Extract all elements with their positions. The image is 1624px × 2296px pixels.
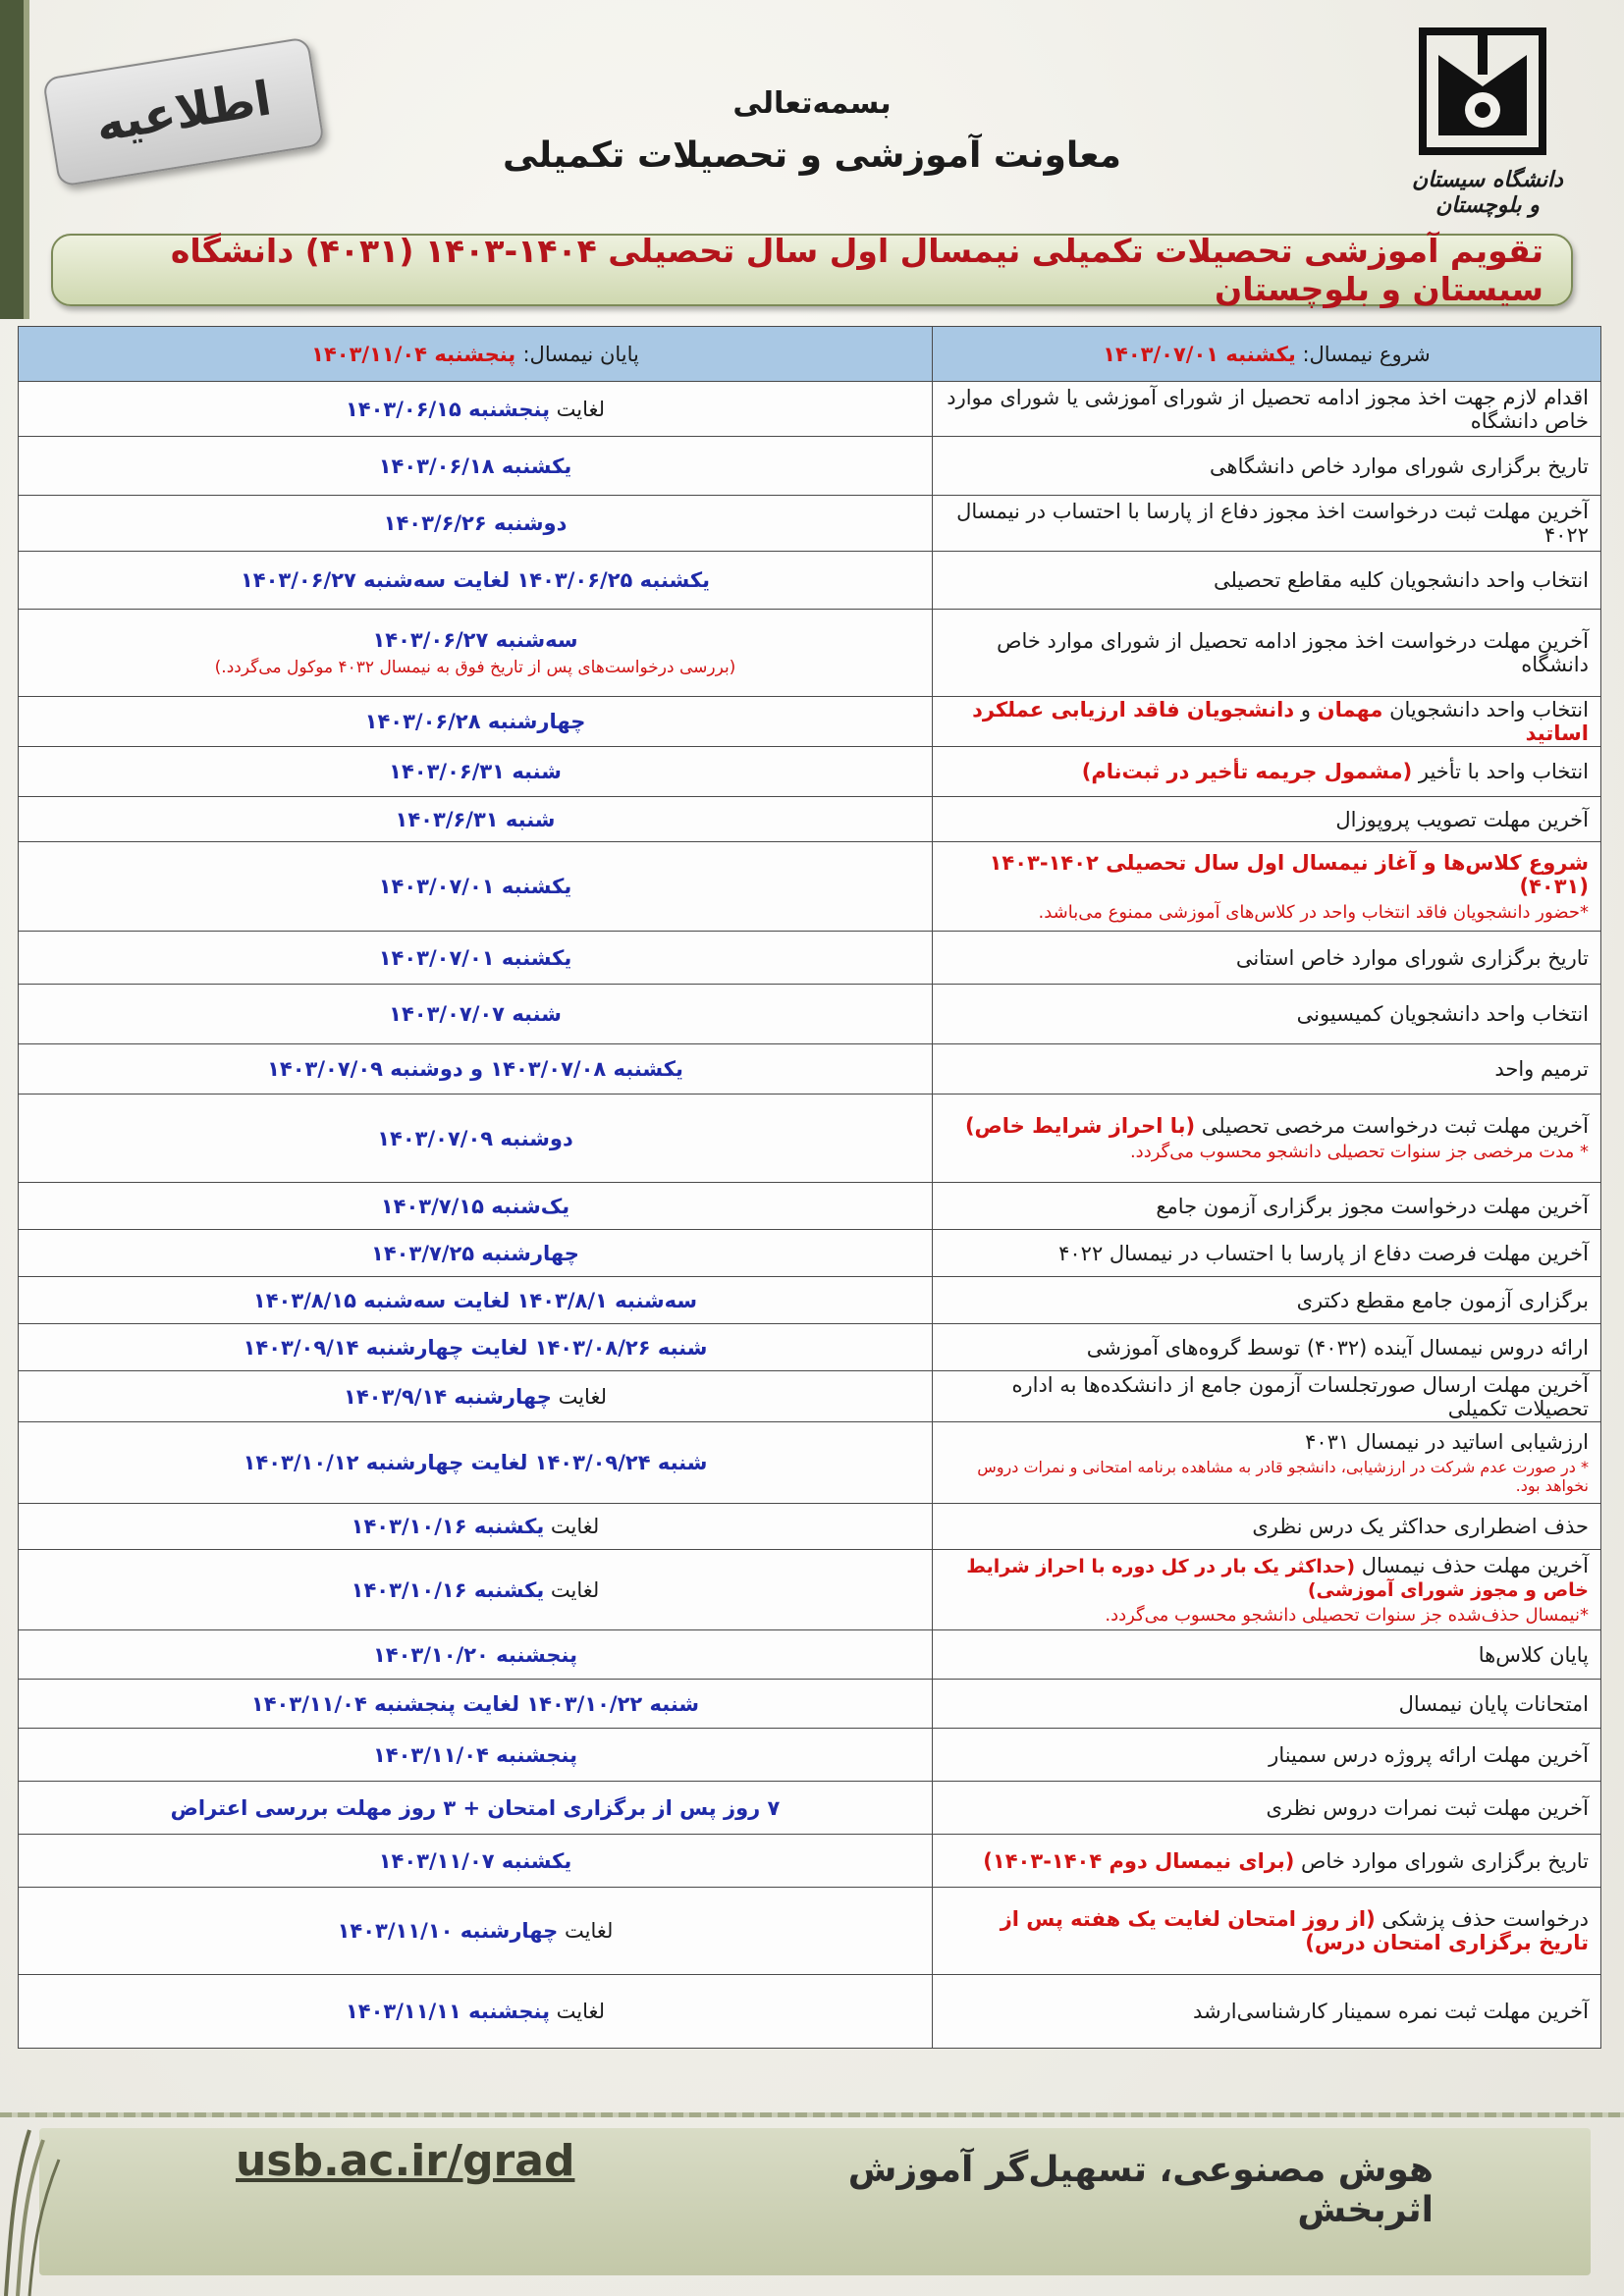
table-row — [19, 437, 1601, 496]
event-text: تاریخ برگزاری شورای موارد خاص — [1294, 1848, 1589, 1873]
university-logo-text: دانشگاه سیستان و بلوچستان — [1412, 167, 1563, 218]
event-highlight: (برای نیمسال دوم ۱۴۰۴-۱۴۰۳) — [983, 1848, 1295, 1873]
table-row — [19, 1504, 1601, 1550]
semester-start-label: شروع نیمسال: — [1302, 342, 1431, 366]
event-text: انتخاب واحد با تأخیر — [1412, 760, 1589, 783]
table-row — [19, 1680, 1601, 1729]
date-cell: شنبه ۱۴۰۳/۰۸/۲۶ لغایت چهارشنبه ۱۴۰۳/۰۹/۱۴ — [19, 1324, 933, 1371]
table-row — [19, 1782, 1601, 1835]
event-cell: آخرین مهلت ثبت درخواست اخذ مجوز دفاع از پارسا با احتساب در نیمسال ۴۰۲۲ — [933, 496, 1601, 552]
date-cell: یکشنبه ۱۴۰۳/۰۷/۰۱ — [19, 842, 933, 932]
date-cell: شنبه ۱۴۰۳/۰۹/۲۴ لغایت چهارشنبه ۱۴۰۳/۱۰/۱۲ — [19, 1422, 933, 1504]
semester-end-cell — [19, 327, 933, 382]
date-prefix: لغایت — [549, 397, 606, 421]
event-cell: آخرین مهلت ثبت نمرات دروس نظری — [933, 1782, 1601, 1835]
event-cell: اقدام لازم جهت اخذ مجوز ادامه تحصیل از شورای آموزشی یا شورای موارد خاص دانشگاه — [933, 382, 1601, 437]
event-cell — [933, 842, 1601, 932]
date-value: یکشنبه ۱۴۰۳/۱۰/۱۶ — [351, 1515, 545, 1538]
date-cell: پنجشنبه ۱۴۰۳/۱۱/۰۴ — [19, 1729, 933, 1782]
academic-calendar-table — [18, 326, 1601, 2049]
graduate-site-link[interactable]: usb.ac.ir/grad — [236, 2136, 575, 2186]
date-cell: شنبه ۱۴۰۳/۰۷/۰۷ — [19, 985, 933, 1044]
date-cell: شنبه ۱۴۰۳/۶/۳۱ — [19, 797, 933, 842]
date-cell — [19, 1888, 933, 1975]
date-cell: یکشنبه ۱۴۰۳/۰۷/۰۱ — [19, 932, 933, 985]
date-cell — [19, 1550, 933, 1630]
event-note: *نیمسال حذف‌شده جز سنوات تحصیلی دانشجو محسوب می‌گردد. — [1105, 1605, 1589, 1626]
semester-start-cell — [933, 327, 1601, 382]
date-prefix: لغایت — [544, 1515, 600, 1538]
event-cell: ترمیم واحد — [933, 1044, 1601, 1095]
event-cell — [933, 1835, 1601, 1888]
event-cell — [933, 1422, 1601, 1504]
event-cell — [933, 1550, 1601, 1630]
date-cell — [19, 610, 933, 697]
date-value: چهارشنبه ۱۴۰۳/۱۱/۱۰ — [337, 1919, 559, 1943]
event-cell: انتخاب واحد دانشجویان کلیه مقاطع تحصیلی — [933, 552, 1601, 610]
date-value: پنجشنبه ۱۴۰۳/۰۶/۱۵ — [345, 397, 550, 421]
semester-end-date: پنجشنبه ۱۴۰۳/۱۱/۰۴ — [311, 342, 516, 366]
table-row — [19, 1277, 1601, 1324]
date-cell: شنبه ۱۴۰۳/۱۰/۲۲ لغایت پنجشنبه ۱۴۰۳/۱۱/۰۴ — [19, 1680, 933, 1729]
table-row — [19, 697, 1601, 747]
table-row — [19, 1230, 1601, 1277]
table-row — [19, 1835, 1601, 1888]
event-cell — [933, 697, 1601, 747]
table-row — [19, 985, 1601, 1044]
event-cell: آخرین مهلت تصویب پروپوزال — [933, 797, 1601, 842]
event-cell: تاریخ برگزاری شورای موارد خاص دانشگاهی — [933, 437, 1601, 496]
date-prefix: لغایت — [544, 1577, 600, 1602]
date-cell: چهارشنبه ۱۴۰۳/۷/۲۵ — [19, 1230, 933, 1277]
university-logo-icon — [1419, 27, 1546, 155]
date-cell — [19, 382, 933, 437]
event-highlight: (با احراز شرایط خاص) — [964, 1114, 1196, 1138]
date-cell — [19, 1371, 933, 1422]
table-row — [19, 1550, 1601, 1630]
date-note: (بررسی درخواست‌های پس از تاریخ فوق به نیمسال ۴۰۳۲ موکول می‌گردد.) — [214, 658, 736, 677]
event-cell — [933, 1095, 1601, 1183]
table-row — [19, 842, 1601, 932]
date-cell: یکشنبه ۱۴۰۳/۰۶/۲۵ لغایت سه‌شنبه ۱۴۰۳/۰۶/۲۷ — [19, 552, 933, 610]
table-row — [19, 1183, 1601, 1230]
table-row — [19, 1975, 1601, 2049]
table-row — [19, 1095, 1601, 1183]
table-row — [19, 1630, 1601, 1680]
table-row — [19, 747, 1601, 797]
event-cell: آخرین مهلت فرصت دفاع از پارسا با احتساب در نیمسال ۴۰۲۲ — [933, 1230, 1601, 1277]
deputy-subtitle: معاونت آموزشی و تحصیلات تکمیلی — [503, 135, 1121, 176]
table-header-row — [19, 327, 1601, 382]
table-row — [19, 1324, 1601, 1371]
event-text: آخرین مهلت ثبت درخواست مرخصی تحصیلی — [1195, 1114, 1589, 1138]
notice-label: اطلاعیه — [42, 36, 325, 187]
event-text: و — [1294, 698, 1318, 721]
event-highlight: (مشمول جریمه تأخیر در ثبت‌نام) — [1081, 760, 1413, 783]
calendar-title: تقویم آموزشی تحصیلات تکمیلی نیمسال اول سال تحصیلی ۱۴۰۴-۱۴۰۳ (۴۰۳۱) دانشگاه سیستان و بلوچستان — [170, 232, 1543, 308]
event-cell — [933, 747, 1601, 797]
date-value: پنجشنبه ۱۴۰۳/۱۱/۱۱ — [345, 2000, 550, 2023]
date-cell: پنجشنبه ۱۴۰۳/۱۰/۲۰ — [19, 1630, 933, 1680]
event-highlight: (حداکثر یک بار در کل دوره با احراز شرایط خاص و مجوز شورای آموزشی) — [966, 1556, 1589, 1601]
wheat-decoration-icon — [0, 2120, 69, 2296]
table-row — [19, 1422, 1601, 1504]
event-cell: انتخاب واحد دانشجویان کمیسیونی — [933, 985, 1601, 1044]
event-highlight: شروع کلاس‌ها و آغاز نیمسال اول سال تحصیلی ۱۴۰۲-۱۴۰۳ (۴۰۳۱) — [989, 850, 1589, 898]
date-value: سه‌شنبه ۱۴۰۳/۰۶/۲۷ — [372, 628, 578, 652]
table-row — [19, 610, 1601, 697]
date-prefix: لغایت — [551, 1384, 607, 1409]
event-text: ارزشیابی اساتید در نیمسال ۴۰۳۱ — [1305, 1430, 1589, 1454]
event-cell: آخرین مهلت درخواست مجوز برگزاری آزمون جامع — [933, 1183, 1601, 1230]
date-cell: شنبه ۱۴۰۳/۰۶/۳۱ — [19, 747, 933, 797]
event-cell: آخرین مهلت ارسال صورتجلسات آزمون جامع از دانشکده‌ها به اداره تحصیلات تکمیلی — [933, 1371, 1601, 1422]
event-note: * در صورت عدم شرکت در ارزشیابی، دانشجو قادر به مشاهده برنامه امتحانی و نمرات دروس نخواهد بود. — [977, 1458, 1589, 1495]
event-cell: امتحانات پایان نیمسال — [933, 1680, 1601, 1729]
event-text: آخرین مهلت حذف نیمسال — [1355, 1554, 1589, 1577]
footer-slogan: هوش مصنوعی، تسهیل‌گر آموزش اثربخش — [847, 2150, 1434, 2230]
date-cell: یکشنبه ۱۴۰۳/۱۱/۰۷ — [19, 1835, 933, 1888]
event-highlight: مهمان — [1317, 698, 1383, 721]
event-highlight: دانشجویان فاقد ارزیابی عملکرد اساتید — [972, 698, 1589, 745]
semester-start-date: یکشنبه ۱۴۰۳/۰۷/۰۱ — [1103, 342, 1296, 366]
event-highlight: (از روز امتحان لغایت یک هفته پس از تاریخ برگزاری امتحان درس) — [1000, 1907, 1589, 1954]
date-cell: دوشنبه ۱۴۰۳/۰۷/۰۹ — [19, 1095, 933, 1183]
event-cell: آخرین مهلت ارائه پروژه درس سمینار — [933, 1729, 1601, 1782]
date-cell — [19, 1504, 933, 1550]
date-cell: ۷ روز پس از برگزاری امتحان + ۳ روز مهلت بررسی اعتراض — [19, 1782, 933, 1835]
event-text: انتخاب واحد دانشجویان — [1382, 698, 1589, 721]
date-cell: یکشنبه ۱۴۰۳/۰۶/۱۸ — [19, 437, 933, 496]
basmala-heading: بسمه‌تعالی — [732, 86, 892, 121]
date-value: چهارشنبه ۱۴۰۳/۹/۱۴ — [344, 1384, 552, 1409]
table-row — [19, 1044, 1601, 1095]
table-row — [19, 496, 1601, 552]
calendar-title-banner — [51, 234, 1573, 306]
date-value: یکشنبه ۱۴۰۳/۱۰/۱۶ — [351, 1577, 545, 1602]
date-cell: یکشنبه ۱۴۰۳/۰۷/۰۸ و دوشنبه ۱۴۰۳/۰۷/۰۹ — [19, 1044, 933, 1095]
date-cell: دوشنبه ۱۴۰۳/۶/۲۶ — [19, 496, 933, 552]
event-cell: آخرین مهلت درخواست اخذ مجوز ادامه تحصیل از شورای موارد خاص دانشگاه — [933, 610, 1601, 697]
table-row — [19, 1371, 1601, 1422]
table-row — [19, 1888, 1601, 1975]
table-row — [19, 932, 1601, 985]
date-prefix: لغایت — [549, 2000, 606, 2023]
event-cell: برگزاری آزمون جامع مقطع دکتری — [933, 1277, 1601, 1324]
event-cell — [933, 1888, 1601, 1975]
event-note: *حضور دانشجویان فاقد انتخاب واحد در کلاس‌های آموزشی ممنوع می‌باشد. — [1038, 901, 1589, 923]
event-cell: تاریخ برگزاری شورای موارد خاص استانی — [933, 932, 1601, 985]
table-row — [19, 797, 1601, 842]
table-row — [19, 1729, 1601, 1782]
date-cell: سه‌شنبه ۱۴۰۳/۸/۱ لغایت سه‌شنبه ۱۴۰۳/۸/۱۵ — [19, 1277, 933, 1324]
event-note: * مدت مرخصی جز سنوات تحصیلی دانشجو محسوب می‌گردد. — [1129, 1142, 1589, 1162]
event-cell: ارائه دروس نیمسال آینده (۴۰۳۲) توسط گروه‌های آموزشی — [933, 1324, 1601, 1371]
semester-end-label: پایان نیمسال: — [522, 342, 639, 366]
date-cell — [19, 1975, 933, 2049]
event-cell: حذف اضطراری حداکثر یک درس نظری — [933, 1504, 1601, 1550]
date-cell: یک‌شنبه ۱۴۰۳/۷/۱۵ — [19, 1183, 933, 1230]
footer-divider — [0, 2112, 1624, 2117]
event-cell: آخرین مهلت ثبت نمره سمینار کارشناسی‌ارشد — [933, 1975, 1601, 2049]
event-text: درخواست حذف پزشکی — [1375, 1907, 1589, 1931]
date-prefix: لغایت — [558, 1919, 614, 1943]
table-row — [19, 382, 1601, 437]
event-cell: پایان کلاس‌ها — [933, 1630, 1601, 1680]
date-cell: چهارشنبه ۱۴۰۳/۰۶/۲۸ — [19, 697, 933, 747]
table-row — [19, 552, 1601, 610]
